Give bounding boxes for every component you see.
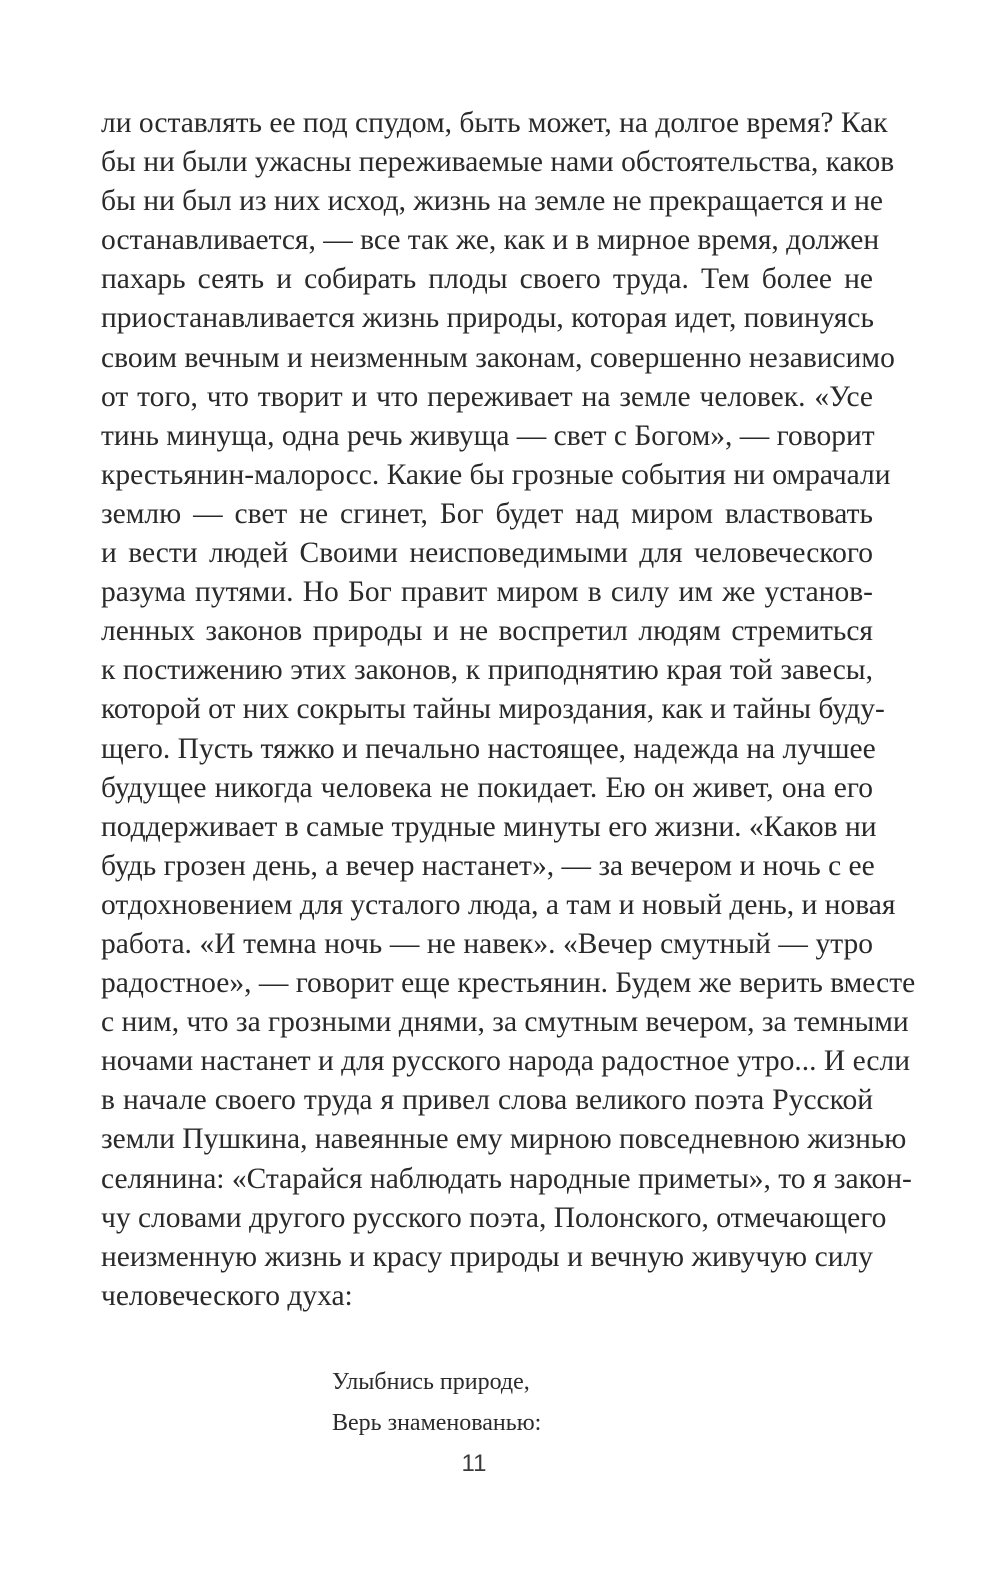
text-line: ленных законов природы и не воспретил людям стремиться [101, 615, 873, 648]
text-line: радостное», — говорит еще крестьянин. Будем же верить вместе [101, 967, 916, 1000]
text-line: и вести людей Своими неисповедимыми для человеческого [101, 537, 873, 570]
text-line: приостанавливается жизнь природы, которая идет, повинуясь [101, 302, 874, 335]
verse-line: Улыбнись природе, [332, 1369, 530, 1395]
text-line: человеческого духа: [101, 1279, 353, 1312]
text-line: тинь минуща, одна речь живуща — свет с Богом», — говорит [101, 419, 875, 452]
text-line: ли оставлять ее под спудом, быть может, на долгое время? Как [101, 107, 888, 139]
text-line: работа. «И темна ночь — не навек». «Вечер смутный — утро [101, 927, 873, 960]
text-line: земли Пушкина, навеянные ему мирною повседневною жизнью [101, 1123, 907, 1156]
text-line: пахарь сеять и собирать плоды своего труда. Тем более не [101, 263, 873, 296]
text-line: поддерживает в самые трудные минуты его жизни. «Каков ни [101, 810, 877, 843]
text-line: крестьянин-малоросс. Какие бы грозные события ни омрачали [101, 458, 891, 491]
text-line: отдохновением для усталого люда, а там и новый день, и новая [101, 888, 896, 921]
verse-line: Верь знаменованью: [332, 1410, 542, 1436]
text-line: которой от них сокрыты тайны мироздания, как и тайны буду- [101, 693, 885, 726]
text-line: ночами настанет и для русского народа радостное утро... И если [101, 1045, 911, 1078]
text-line: останавливается, — все так же, как и в мирное время, должен [101, 224, 880, 257]
text-line: к постижению этих законов, к приподнятию края той завесы, [101, 654, 873, 687]
text-line: с ним, что за грозными днями, за смутным вечером, за темными [101, 1006, 909, 1039]
text-line: будущее никогда человека не покидает. Ею он живет, она его [101, 771, 873, 804]
text-line: чу словами другого русского поэта, Полонского, отмечающего [101, 1201, 887, 1234]
text-line: бы ни были ужасны переживаемые нами обстоятельства, каков [101, 146, 895, 179]
text-line: своим вечным и неизменным законам, совершенно независимо [101, 341, 895, 374]
text-line: в начале своего труда я привел слова великого поэта Русской [101, 1084, 873, 1117]
text-line: будь грозен день, а вечер настанет», — за вечером и ночь с ее [101, 849, 875, 882]
text-line: селянина: «Старайся наблюдать народные приметы», то я закон- [101, 1162, 912, 1195]
text-line: неизменную жизнь и красу природы и вечную живучую силу [101, 1240, 873, 1273]
body-text [101, 104, 916, 1316]
page-number: 11 [461, 1450, 487, 1477]
text-line: землю — свет не сгинет, Бог будет над миром властвовать [101, 497, 873, 530]
text-line: от того, что творит и что переживает на земле человек. «Усе [101, 380, 873, 413]
text-line: щего. Пусть тяжко и печально настоящее, надежда на лучшее [101, 732, 876, 765]
text-line: разума путями. Но Бог правит миром в силу им же установ- [101, 576, 873, 609]
text-line: бы ни был из них исход, жизнь на земле не прекращается и не [101, 185, 883, 218]
verse-quote [332, 1362, 732, 1444]
